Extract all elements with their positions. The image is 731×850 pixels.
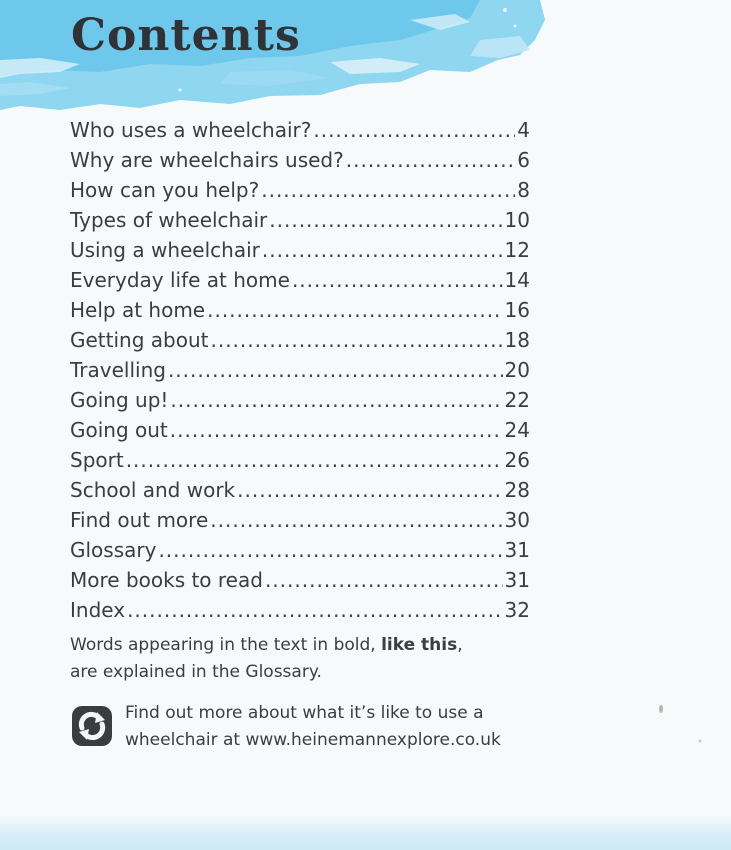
toc-entry-label: Who uses a wheelchair? — [70, 118, 312, 142]
toc-entry-label: Why are wheelchairs used? — [70, 148, 344, 172]
toc-entry-page-number: 18 — [504, 328, 530, 352]
glossary-note-bold-example: like this — [381, 635, 458, 655]
toc-entry-page-number: 14 — [504, 268, 530, 292]
bottom-blue-band — [0, 814, 731, 850]
page-title: Contents — [71, 10, 301, 61]
toc-entry-label: Everyday life at home — [70, 268, 290, 292]
toc-entry-page-number: 26 — [504, 448, 530, 472]
toc-entry-label: Travelling — [70, 358, 166, 382]
toc-entry-page-number: 28 — [504, 478, 530, 502]
toc-entry-label: School and work — [70, 478, 236, 502]
toc-entry-page-number: 32 — [504, 598, 530, 622]
toc-entry-page-number: 31 — [504, 568, 530, 592]
toc-entry-page-number: 8 — [517, 178, 530, 202]
toc-entry-page-number: 6 — [517, 148, 530, 172]
toc-entry-label: Sport — [70, 448, 124, 472]
toc-entry-page-number: 24 — [504, 418, 530, 442]
toc-entry-page-number: 31 — [504, 538, 530, 562]
toc-entry-label: Getting about — [70, 328, 209, 352]
toc-entry-label: Glossary — [70, 538, 157, 562]
toc-entry-label: Find out more — [70, 508, 209, 532]
toc-entry-page-number: 20 — [504, 358, 530, 382]
explore-more-line2: wheelchair at www.heinemannexplore.co.uk — [125, 730, 501, 750]
toc-entry-label: Index — [70, 598, 126, 622]
glossary-note-line2: are explained in the Glossary. — [70, 662, 322, 682]
glossary-note-punctuation: , — [457, 635, 463, 655]
explore-more-line1: Find out more about what it’s like to use a — [125, 703, 484, 723]
toc-entry-page-number: 4 — [517, 118, 530, 142]
toc-entry-page-number: 16 — [504, 298, 530, 322]
toc-entry-page-number: 30 — [504, 508, 530, 532]
toc-entry-label: More books to read — [70, 568, 263, 592]
toc-entry-label: Going up! — [70, 388, 169, 412]
toc-entry-page-number: 10 — [504, 208, 530, 232]
toc-entry-label: Help at home — [70, 298, 206, 322]
toc-entry-label: Going out — [70, 418, 168, 442]
toc-entry-page-number: 12 — [504, 238, 530, 262]
toc-entry-page-number: 22 — [504, 388, 530, 412]
toc-entry-label: Using a wheelchair — [70, 238, 260, 262]
toc-entry-label: How can you help? — [70, 178, 260, 202]
toc-entry-label: Types of wheelchair — [70, 208, 268, 232]
glossary-note-text: Words appearing in the text in bold, — [70, 635, 382, 655]
